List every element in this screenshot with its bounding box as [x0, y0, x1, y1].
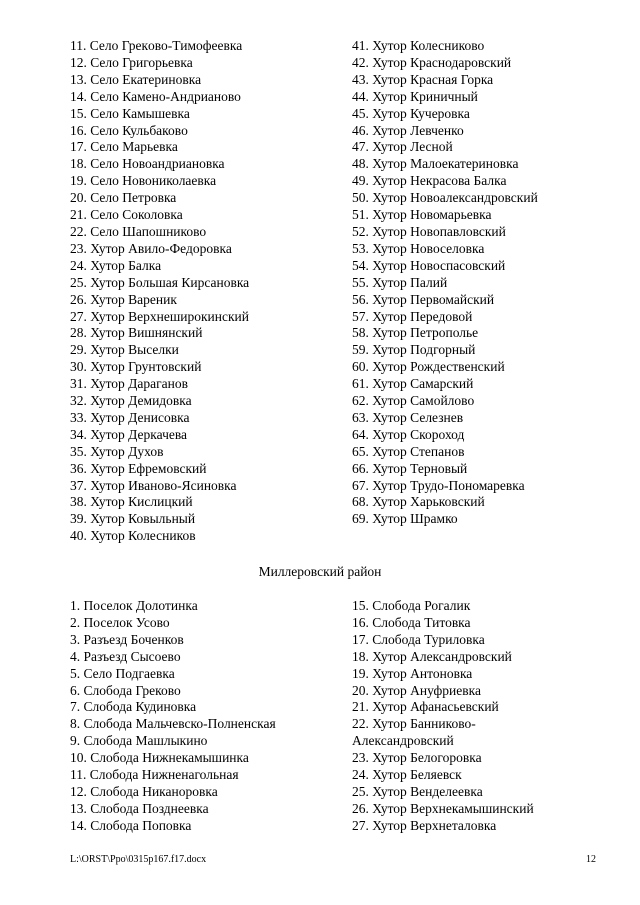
list-item: 23. Хутор Белогоровка [352, 750, 482, 766]
list-item: 31. Хутор Дараганов [70, 376, 188, 392]
list-item: 40. Хутор Колесников [70, 528, 196, 544]
list-item: 48. Хутор Малоекатериновка [352, 156, 519, 172]
list-item: 13. Село Екатериновка [70, 71, 202, 87]
list-item: 14. Село Камено-Андрианово [70, 88, 241, 104]
list-item: 47. Хутор Лесной [352, 139, 453, 155]
list-item: 7. Слобода Кудиновка [70, 699, 197, 715]
list-item: 9. Слобода Машлыкино [70, 733, 208, 749]
list-item: 11. Слобода Нижненагольная [70, 767, 239, 783]
list-item: 21. Село Соколовка [70, 207, 183, 223]
list-item: 68. Хутор Харьковский [352, 494, 485, 510]
list-item: 15. Село Камышевка [70, 105, 190, 121]
list-column-2-left [70, 598, 276, 835]
list-item: 25. Хутор Большая Кирсановка [70, 274, 250, 290]
list-item: 19. Село Новониколаевка [70, 173, 217, 189]
list-item: 25. Хутор Венделеевка [352, 783, 483, 799]
list-item: 45. Хутор Кучеровка [352, 105, 470, 121]
list-item: 55. Хутор Палий [352, 274, 448, 290]
list-item: 6. Слобода Греково [70, 682, 181, 698]
list-item: 17. Слобода Туриловка [352, 631, 485, 647]
section-title: Миллеровский район [258, 564, 382, 579]
list-item: 54. Хутор Новоспасовский [352, 257, 506, 273]
list-item: 27. Хутор Верхнеталовка [352, 817, 497, 833]
list-item: 53. Хутор Новоселовка [352, 240, 485, 256]
list-item: 35. Хутор Духов [70, 443, 164, 459]
list-item: 20. Хутор Ануфриевка [352, 682, 481, 698]
list-item: 15. Слобода Рогалик [352, 598, 471, 613]
list-item: 63. Хутор Селезнев [352, 409, 464, 425]
list-item: 51. Хутор Новомарьевка [352, 207, 492, 223]
list-item: 33. Хутор Денисовка [70, 409, 190, 425]
list-item: 49. Хутор Некрасова Балка [352, 173, 507, 189]
list-item: 18. Село Новоандриановка [70, 156, 225, 172]
list-item: 61. Хутор Самарский [352, 376, 474, 392]
list-item: 21. Хутор Афанасьевский [352, 699, 499, 715]
list-item: 23. Хутор Авило-Федоровка [70, 240, 232, 256]
list-item: 8. Слобода Мальчевско-Полненская [70, 716, 276, 732]
list-item: 69. Хутор Шрамко [352, 511, 458, 527]
list-item: 42. Хутор Краснодаровский [352, 54, 512, 70]
list-item: 16. Село Кульбаково [70, 122, 188, 138]
list-item: 59. Хутор Подгорный [352, 342, 476, 358]
list-item: 52. Хутор Новопавловский [352, 223, 506, 239]
footer-file-path: L:\ORST\Ppo\0315p167.f17.docx [70, 854, 207, 865]
list-item: 37. Хутор Иваново-Ясиновка [70, 477, 237, 493]
list-item: 46. Хутор Левченко [352, 122, 464, 138]
list-item: 24. Хутор Балка [70, 257, 162, 273]
list-item: 67. Хутор Трудо-Пономаревка [352, 477, 525, 493]
list-item: 43. Хутор Красная Горка [352, 71, 494, 87]
list-item: 41. Хутор Колесниково [352, 38, 485, 53]
list-column-2-right [352, 598, 534, 835]
list-item: 66. Хутор Терновый [352, 460, 468, 476]
list-item: 30. Хутор Грунтовский [70, 359, 202, 375]
list-item: 50. Хутор Новоалександровский [352, 190, 538, 206]
list-item: 36. Хутор Ефремовский [70, 460, 207, 476]
list-item: 62. Хутор Самойлово [352, 393, 475, 409]
list-item: 44. Хутор Криничный [352, 88, 478, 104]
footer-page-number: 12 [586, 854, 596, 865]
list-item: 16. Слобода Титовка [352, 614, 471, 630]
list-item: Александровский [352, 733, 454, 749]
list-item: 65. Хутор Степанов [352, 443, 465, 459]
list-item: 28. Хутор Вишнянский [70, 325, 203, 341]
list-column-1-right [352, 38, 538, 528]
list-item: 60. Хутор Рождественский [352, 359, 505, 375]
list-item: 5. Село Подгаевка [70, 665, 175, 681]
list-item: 34. Хутор Деркачева [70, 426, 188, 442]
list-item: 13. Слобода Позднеевка [70, 800, 209, 816]
list-item: 19. Хутор Антоновка [352, 665, 473, 681]
list-item: 18. Хутор Александровский [352, 648, 512, 664]
list-item: 64. Хутор Скороход [352, 426, 465, 442]
list-item: 3. Разъезд Боченков [70, 631, 184, 647]
list-item: 11. Село Грекoво-Тимофеевка [70, 38, 243, 53]
list-item: 2. Поселок Усово [70, 614, 170, 630]
list-item: 27. Хутор Верхнеширокинский [70, 308, 250, 324]
list-item: 12. Село Григорьевка [70, 54, 193, 70]
list-item: 57. Хутор Передовой [352, 308, 473, 324]
list-item: 32. Хутор Демидовка [70, 393, 192, 409]
list-item: 12. Слобода Никаноровка [70, 783, 218, 799]
list-item: 56. Хутор Первомайский [352, 291, 495, 307]
list-item: 10. Слобода Нижнекамышинка [70, 750, 249, 766]
list-item: 4. Разъезд Сысоево [70, 648, 181, 664]
list-item: 20. Село Петровка [70, 190, 177, 206]
list-item: 22. Село Шапошниково [70, 223, 207, 239]
list-item: 39. Хутор Ковыльный [70, 511, 196, 527]
list-item: 1. Поселок Долотинка [70, 598, 198, 613]
list-item: 58. Хутор Петрополье [352, 325, 479, 341]
list-item: 24. Хутор Беляевск [352, 767, 462, 783]
list-column-1-left [70, 38, 249, 545]
list-item: 26. Хутор Вареник [70, 291, 177, 307]
list-item: 38. Хутор Кислицкий [70, 494, 193, 510]
list-item: 29. Хутор Выселки [70, 342, 179, 358]
list-item: 22. Хутор Банниково- [352, 716, 476, 732]
list-item: 26. Хутор Верхнекамышинский [352, 800, 534, 816]
list-item: 17. Село Марьевка [70, 139, 178, 155]
list-item: 14. Слобода Поповка [70, 817, 192, 833]
